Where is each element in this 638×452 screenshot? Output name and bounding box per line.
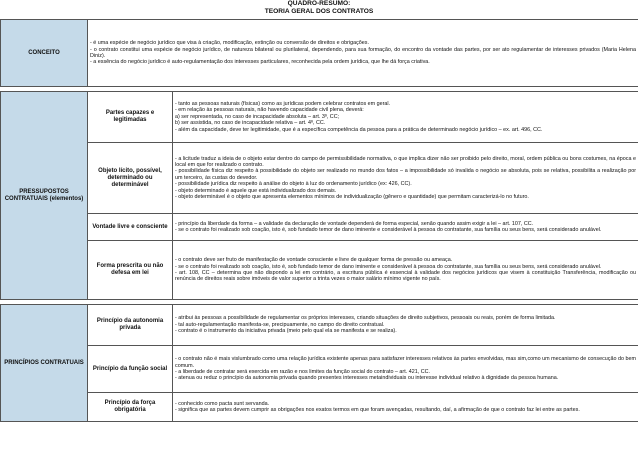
text-line: - o contrato constitui uma espécie de negócio jurídico, de natureza bilateral ou plurilateral, dependendo, para sua formação, do encontro da vontade das partes, por ser ato regulamentar de interesses privados (Maria Helena Diniz). [90,46,636,59]
text-line: - a liberdade de contratar será exercida em razão e nos limites da função social do contrato – art. 421, CC. [175,369,430,375]
text-line: - possibilidade jurídica diz respeito à análise do objeto à luz do ordenamento jurídico (ex: 426, CC). [175,181,412,188]
subtopic-label: Princípio da força obrigatória [88,393,173,422]
text-line: - o contrato não é mais vislumbrado como uma relação jurídica existente apenas para satisfazer interesses relativos às partes envolvidas, mas sim,como um mecanismo de consecução do bem comum. [175,356,636,369]
text-line: - se o contrato foi realizado sob coação, isto é, sob fundado temor de dano iminente e considerável à pessoa do contratante, sua família ou seus bens, será considerado anulável. [175,263,602,270]
text-line: - a licitude traduz a ideia de o objeto estar dentro do campo de permissibilidade normativa, o que implica dizer não ser proibido pelo direito, moral, ordem pública ou bons costumes, na época e local em que for realizado o contrato. [175,155,636,168]
text-line: - atribui às pessoas a possibilidade de regulamentar os próprios interesses, criando situações de direito subjetivos, pessoais ou reais, porém de forma limitada. [175,315,556,322]
subtopic-text [173,92,638,143]
summary-table [0,19,638,422]
pressupostos-label: PRESSUPOSTOS CONTRATUAIS (elementos) [1,92,88,300]
pressupostos-row [1,241,638,300]
page-title-line2: TEORIA GERAL DOS CONTRATOS [264,8,374,15]
text-line: - significa que as partes devem cumprir as obrigações nos exatos termos em que foram avençadas, resultando, daí, a afirmação de que o contrato faz lei entre as partes. [175,407,580,413]
conceito-row [1,20,638,87]
text-line: - atenua ou reduz o princípio da autonomia privada quando presentes interesses metaindividuais ou interesse individual relativo à dignidade da pessoa humana. [175,375,559,382]
subtopic-text [173,305,638,346]
text-line: b) ser assistida, no caso de incapacidade relativa – art. 4º, CC. [175,120,326,127]
text-line: - é uma espécie de negócio jurídico que visa à criação, modificação, extinção ou conversão de direitos e obrigações. [90,40,369,47]
text-line: - possibilidade física diz respeito à possibilidade do objeto ser realizado no mundo dos fatos – a impossibilidade só invalida o negócio se absoluta, pois se relativa, possibilita a realização por um terceiro, às custas do devedor. [175,168,636,181]
principios-row [1,393,638,422]
principios-row [1,346,638,393]
text-line: - objeto determinável é o objeto que apresenta elementos mínimos de individualização (gênero e quantidade) que permitam caracterizá-lo no futuro. [175,194,529,201]
subtopic-text [173,214,638,241]
subtopic-label: Forma prescrita ou não defesa em lei [88,241,173,300]
text-line: - além da capacidade, deve ter legitimidade, que é a específica competência da pessoa para a prática de determinado negócio jurídico – ex. art. 496, CC. [175,126,543,133]
conceito-text [88,20,638,87]
text-line: - tanto as pessoas naturais (físicas) como as jurídicas podem celebrar contratos em geral. [175,100,391,107]
subtopic-label: Objeto lícito, possível, determinado ou determinável [88,143,173,214]
principios-label: PRINCÍPIOS CONTRATUAIS [1,305,88,422]
subtopic-text [173,241,638,300]
principios-row [1,305,638,346]
subtopic-text [173,143,638,214]
subtopic-label: Princípio da função social [88,346,173,393]
pressupostos-row [1,92,638,143]
conceito-label: CONCEITO [1,20,88,87]
subtopic-label: Partes capazes e legitimadas [88,92,173,143]
text-line: - a essência do negócio jurídico é auto-regulamentação dos interesses particulares, reconhecida pela ordem jurídica, que lhe dá força criativa. [90,59,430,66]
subtopic-label: Vontade livre e consciente [88,214,173,241]
text-line: - em relação às pessoas naturais, não havendo capacidade civil plena, deverá: [175,107,364,114]
subtopic-text [173,393,638,422]
text-line: - princípio da liberdade da forma – a validade da declaração de vontade dependerá de forma especial, senão quando assim exigir a lei – art. 107, CC. [175,220,534,227]
pressupostos-row [1,214,638,241]
text-line: - se o contrato foi realizado sob coação, isto é, sob fundado temor de dano iminente e considerável à pessoa do contratante, sua família ou seus bens, será considerado anulável. [175,227,602,233]
text-line: - contrato é o instrumento da iniciativa privada (meio pelo qual ela se manifesta e se realiza). [175,328,397,335]
subtopic-text [173,346,638,393]
text-line: a) ser representada, no caso de incapacidade absoluta – art. 3º, CC; [175,113,340,120]
text-line: - art. 108, CC – determina que não dispondo a lei em contrário, a escritura pública é essencial à validade dos negócios jurídicos que visem à constituição Transferência, modificação ou renúncia de direitos reais sobre imóveis de valor superior a trinta vezes o maior salário mínimo vigente no país. [175,270,636,283]
pressupostos-row [1,143,638,214]
text-line: - objeto determinado é aquele que está individualizado dos demais. [175,187,337,194]
page-title-line1: QUADRO-RESUMO: [287,0,351,7]
text-line: - o contrato deve ser fruto de manifestação de vontade consciente e livre de qualquer forma de pressão ou ameaça. [175,257,453,264]
subtopic-label: Princípio da autonomia privada [88,305,173,346]
text-line: - conhecido como pacta sunt servanda. [175,400,270,407]
text-line: - tal auto-regulamentação manifesta-se, precipuamente, no campo do direito contratual. [175,321,385,328]
